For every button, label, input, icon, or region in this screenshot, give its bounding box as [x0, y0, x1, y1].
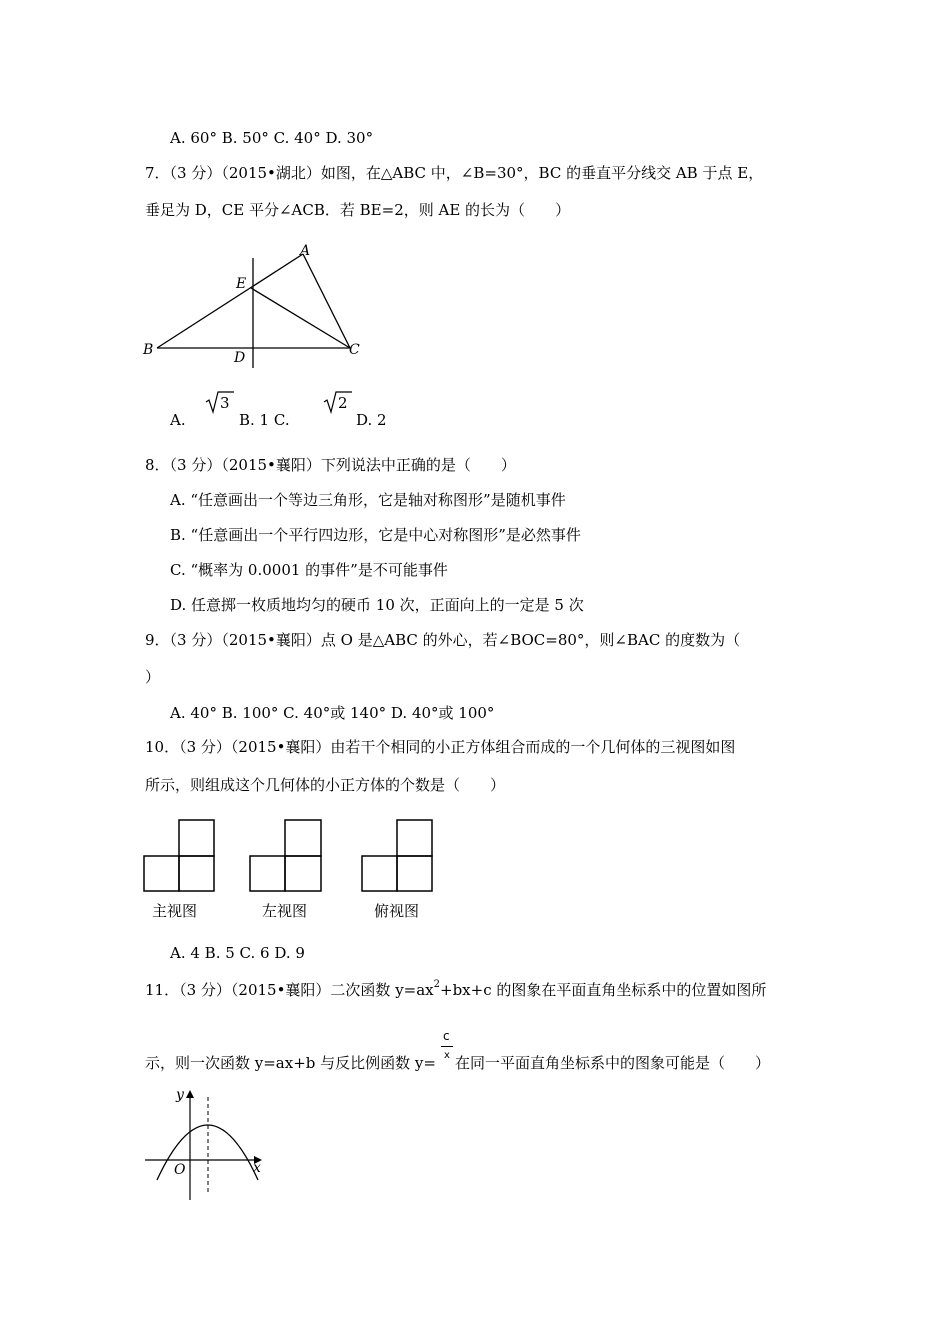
- q7-option-a-label: A.: [170, 411, 186, 429]
- q8-stem: 8．（3 分）（2015•襄阳）下列说法中正确的是（ ）: [145, 456, 516, 474]
- q8-option-d: D. 任意掷一枚质地均匀的硬币 10 次，正面向上的一定是 5 次: [170, 596, 584, 614]
- q7-option-a-sqrt3: [205, 390, 235, 416]
- y-axis-arrow-icon: [186, 1090, 194, 1098]
- q8-option-b: B. “任意画出一个平行四边形，它是中心对称图形”是必然事件: [170, 526, 581, 544]
- q10-options: A. 4 B. 5 C. 6 D. 9: [170, 944, 305, 962]
- q9-stem-line2: ）: [145, 668, 161, 686]
- q7-triangle-figure: [140, 238, 370, 373]
- top-view-label: 俯视图: [374, 902, 420, 920]
- q11-fraction-bar: [441, 1046, 453, 1047]
- q10-three-views-figure: [140, 816, 440, 928]
- q7-option-a-radicand: 3: [220, 394, 230, 412]
- q9-stem-line1: 9．（3 分）（2015•襄阳）点 O 是△ABC 的外心，若∠BOC=80°，则∠BAC 的度数为（: [145, 631, 741, 649]
- front-view: [144, 820, 214, 891]
- q11-line1-sup: 2: [433, 979, 441, 990]
- q11-stem-line2-pre: 示，则一次函数 y=ax+b 与反比例函数 y=: [145, 1054, 436, 1072]
- q7-stem-line1: 7．（3 分）（2015•湖北）如图，在△ABC 中，∠B=30°，BC 的垂直平分线交 AB 于点 E，: [145, 164, 764, 182]
- q11-fraction-numerator: c: [443, 1029, 450, 1043]
- q11-line1-post: +bx+c 的图象在平面直角坐标系中的位置如图所: [440, 981, 767, 999]
- q7-option-c-radicand: 2: [338, 394, 348, 412]
- left-view-label: 左视图: [262, 902, 308, 920]
- q6-options: A. 60° B. 50° C. 40° D. 30°: [170, 129, 374, 147]
- q9-options: A. 40° B. 100° C. 40°或 140° D. 40°或 100°: [170, 704, 495, 722]
- q7-label-e: E: [236, 276, 247, 292]
- q10-stem-line2: 所示，则组成这个几何体的小正方体的个数是（ ）: [145, 776, 506, 794]
- q7-option-d-label: D. 2: [356, 411, 387, 429]
- q7-stem-line2: 垂足为 D，CE 平分∠ACB．若 BE=2，则 AE 的长为（ ）: [145, 201, 571, 219]
- q11-stem-line1: [145, 980, 766, 1000]
- front-view-label: 主视图: [152, 902, 198, 920]
- q11-fraction-denominator: x: [444, 1050, 450, 1061]
- q11-label-o: O: [174, 1162, 186, 1178]
- left-view: [250, 820, 321, 891]
- q11-parabola-figure: [140, 1085, 270, 1205]
- q8-option-a: A. “任意画出一个等边三角形，它是轴对称图形”是随机事件: [170, 491, 566, 509]
- q7-option-c-sqrt2: [323, 390, 353, 416]
- q8-option-c: C. “概率为 0.0001 的事件”是不可能事件: [170, 561, 448, 579]
- q7-label-d: D: [234, 350, 246, 366]
- q11-stem-line2-post: 在同一平面直角坐标系中的图象可能是（ ）: [455, 1054, 771, 1072]
- q11-line1-pre: 11．（3 分）（2015•襄阳）二次函数 y=ax: [145, 981, 434, 999]
- q7-label-b: B: [143, 342, 154, 358]
- q11-label-y: y: [176, 1087, 184, 1103]
- q7-option-b-c-label: B. 1 C.: [239, 411, 290, 429]
- top-view: [362, 820, 432, 891]
- q10-stem-line1: 10．（3 分）（2015•襄阳）由若干个相同的小正方体组合而成的一个几何体的三视图如图: [145, 738, 736, 756]
- q11-label-x: x: [253, 1160, 261, 1176]
- q7-label-a: A: [300, 243, 311, 259]
- q7-label-c: C: [349, 342, 360, 358]
